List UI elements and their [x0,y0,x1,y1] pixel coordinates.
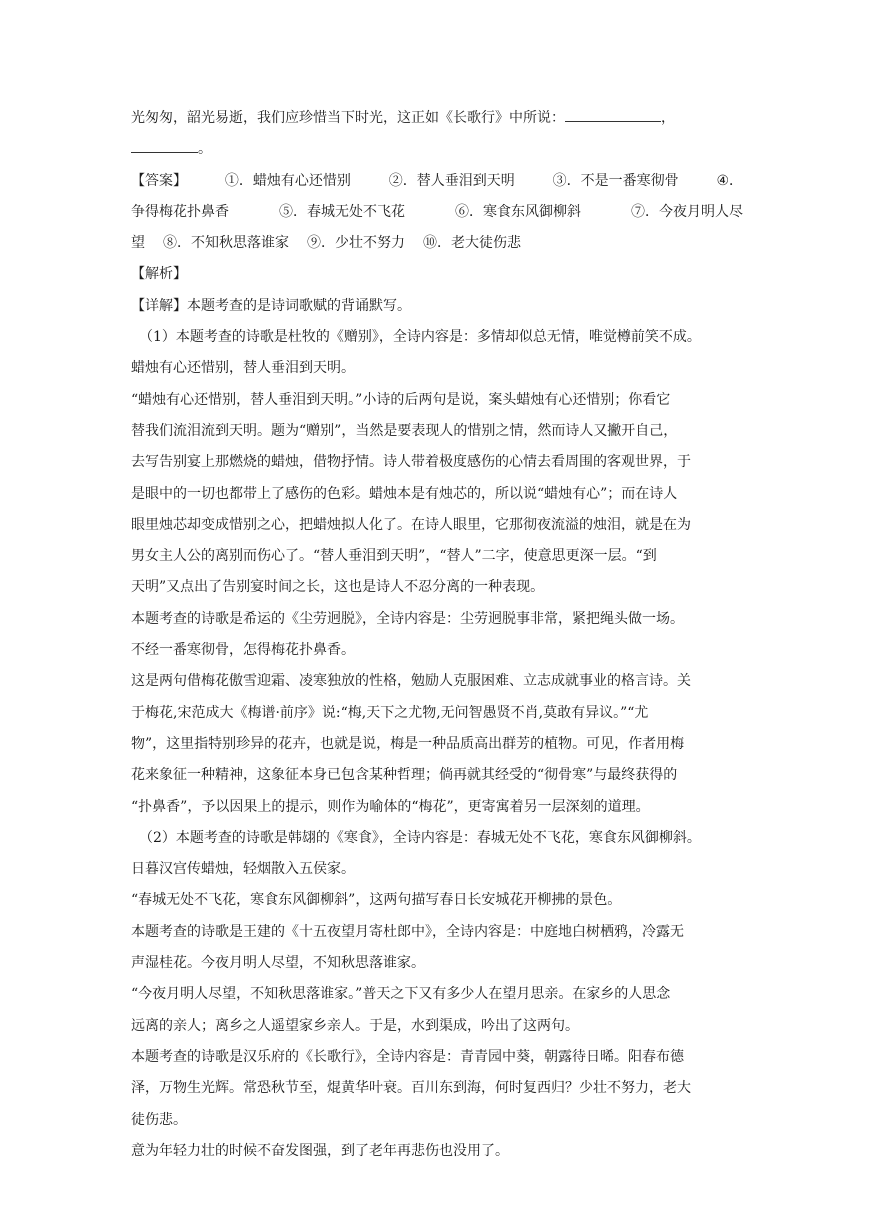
analysis-line: “今夜月明人尽望，不知秋思落谁家。”普天之下又有多少人在望月思亲。在家乡的人思念 [131,986,671,1003]
analysis-line: 日暮汉宫传蜡烛，轻烟散入五侯家。 [131,861,355,878]
analysis-line: 不经一番寒彻骨，怎得梅花扑鼻香。 [131,642,355,659]
answer-blank-1[interactable] [565,107,661,122]
answer-item: ④． [716,172,743,189]
question-end: 。 [198,141,212,158]
answer-item: 望 [131,235,145,252]
analysis-label: 【解析】 [131,266,187,283]
answer-item: ⑩．老大徒伤悲 [423,235,521,252]
analysis-line: 意为年轻力壮的时候不奋发图强，到了老年再悲伤也没用了。 [131,1142,509,1159]
analysis-line: 本题考查的诗歌是希运的《尘劳迥脱》，全诗内容是：尘劳迥脱事非常，紧把绳头做一场。 [131,610,684,627]
answer-item: ①．蜡烛有心还惜别 [224,172,351,189]
analysis-line: 花来象征一种精神，这象征本身已包含某种哲理；倘再就其经受的“彻骨寒”与最终获得的 [131,767,678,784]
analysis-line: 泽，万物生光辉。常恐秋节至，焜黄华叶衰。百川东到海，何时复西归？少壮不努力，老大 [131,1080,691,1097]
answer-blank-2[interactable] [131,138,198,153]
analysis-line: 本题考查的诗歌是王建的《十五夜望月寄杜郎中》，全诗内容是：中庭地白树栖鸦，冷露无 [131,923,684,940]
analysis-line: 蜡烛有心还惜别，替人垂泪到天明。 [131,360,355,377]
analysis-line: 男女主人公的离别而伤心了。“替人垂泪到天明”，“替人”二字，使意思更深一层。“到 [131,548,657,565]
document-page [131,103,743,1167]
answer-item: ⑤．春城无处不飞花 [279,203,405,220]
analysis-line: “春城无处不飞花，寒食东风御柳斜”，这两句描写春日长安城花开柳拂的景色。 [131,892,622,909]
analysis-line: 物”，这里指特别珍异的花卉，也就是说，梅是一种品质高出群芳的植物。可见，作者用梅 [131,735,685,752]
analysis-line: 替我们流泪流到天明。题为“赠别”，当然是要表现人的惜别之情，然而诗人又撇开自己， [131,422,678,439]
answer-item: 争得梅花扑鼻香 [131,203,229,220]
analysis-line: 于梅花,宋范成大《梅谱·前序》说:“梅,天下之尤物,无问智愚贤不肖,莫敢有异议。”“尤 [131,704,649,721]
answer-line-1 [131,166,743,197]
analysis-line: “扑鼻香”，予以因果上的提示，则作为喻体的“梅花”，更寄寓着另一层深刻的道理。 [131,798,650,815]
analysis-line: 【详解】本题考查的是诗词歌赋的背诵默写。 [131,297,411,314]
answer-item: ⑦．今夜月明人尽 [631,203,743,220]
analysis-line: 去写告别宴上那燃烧的蜡烛，借物抒情。诗人带着极度感伤的心情去看周围的客观世界，于 [131,454,691,471]
answer-label: 【答案】 [131,172,187,189]
analysis-line: 本题考查的诗歌是汉乐府的《长歌行》，全诗内容是：青青园中葵，朝露待日晞。阳春布德 [131,1048,684,1065]
answer-line-3 [131,228,743,259]
answer-item: ⑧．不知秋思落谁家 [163,235,289,252]
answer-item: ②．替人垂泪到天明 [388,172,515,189]
analysis-line: （1）本题考查的诗歌是杜牧的《赠别》，全诗内容是：多情却似总无情，唯觉樽前笑不成。 [139,329,701,346]
question-separator: ， [661,110,675,126]
answer-line-2 [131,197,743,228]
answer-item: ⑨．少壮不努力 [307,235,405,252]
answer-item: ③．不是一番寒彻骨 [552,172,679,189]
analysis-body [131,291,743,1167]
question-text: 光匆匆，韶光易逝，我们应珍惜当下时光，这正如《长歌行》中所说： [131,110,565,126]
question-line-2 [131,134,743,165]
analysis-line: （2）本题考查的诗歌是韩翃的《寒食》，全诗内容是：春城无处不飞花，寒食东风御柳斜。 [139,829,701,846]
analysis-line: “蜡烛有心还惜别，替人垂泪到天明。”小诗的后两句是说，案头蜡烛有心还惜别；你看它 [131,391,671,408]
analysis-line: 声湿桂花。今夜月明人尽望，不知秋思落谁家。 [131,955,425,972]
analysis-line: 远离的亲人；离乡之人遥望家乡亲人。于是，水到渠成，吟出了这两句。 [131,1017,579,1034]
answer-item: ⑥．寒食东风御柳斜 [455,203,581,220]
analysis-line: 天明”又点出了告别宴时间之长，这也是诗人不忍分离的一种表现。 [131,579,545,596]
question-line-1 [131,103,743,134]
analysis-line: 眼里烛芯却变成惜别之心，把蜡烛拟人化了。在诗人眼里，它那彻夜流溢的烛泪，就是在为 [131,516,691,533]
analysis-line: 是眼中的一切也都带上了感伤的色彩。蜡烛本是有烛芯的，所以说“蜡烛有心”；而在诗人 [131,485,678,502]
analysis-line: 这是两句借梅花傲雪迎霜、凌寒独放的性格，勉励人克服困难、立志成就事业的格言诗。关 [131,673,691,690]
analysis-line: 徒伤悲。 [131,1111,187,1128]
